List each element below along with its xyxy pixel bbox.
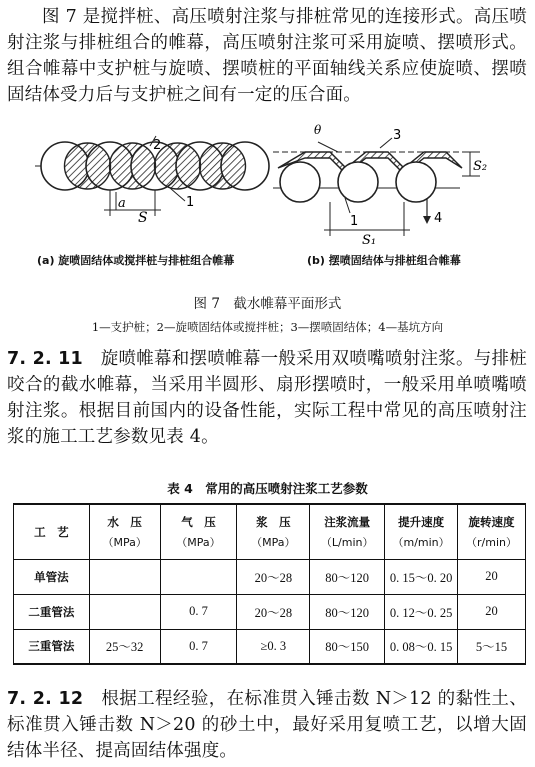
arrow-head-icon [423, 216, 431, 224]
section-7-2-11 [7, 346, 527, 450]
jet-grout-column [65, 143, 111, 189]
table-cell: 0. 12～0. 25 [385, 594, 458, 629]
figure-b [273, 123, 487, 248]
header-cell: 工 艺 [14, 504, 90, 559]
table-cell [89, 559, 160, 594]
table-cell: 20～28 [237, 594, 310, 629]
jet-grout-column [110, 143, 156, 189]
table-cell: 20 [458, 559, 526, 594]
table-cell: 20 [458, 594, 526, 629]
header-cell: 气 压 （MPa） [160, 504, 237, 559]
table-row [14, 559, 526, 594]
leader-line [380, 138, 392, 148]
header-cell: 浆 压 （MPa） [237, 504, 310, 559]
support-pile [396, 162, 436, 202]
jet-grout-column [155, 143, 201, 189]
table-cell: 二重管法 [14, 594, 90, 629]
jet-grout-column [200, 143, 246, 189]
section-text: 旋喷帷幕和摆喷帷幕一般采用双喷嘴喷射注浆。与排桩咬合的截水帷幕，当采用半圆形、扇形摆喷时，一般采用单喷嘴喷射注浆。根据目前国内的设备性能，实际工程中常见的高压喷射注浆的施工工艺参数见表 4。 [7, 349, 527, 447]
figure-legend: 1—支护桩；2—旋喷固结体或搅拌桩；3—摆喷固结体；4—基坑方向 [91, 320, 444, 334]
table-cell: 5～15 [458, 629, 526, 664]
figure-title: 图 7 截水帷幕平面形式 [193, 296, 342, 312]
table-cell: 80～120 [310, 559, 385, 594]
table-cell: 0. 08～0. 15 [385, 629, 458, 664]
paragraph-text: 图 7 是搅拌桩、高压喷射注浆与排桩常见的连接形式。高压喷射注浆与排桩组合的帷幕，高压喷射注浆可采用旋喷、摆喷形式。组合帷幕中支护桩与旋喷、摆喷桩的平面轴线关系应使旋喷、摆喷固结体受力后与支护桩之间有一定的压合面。 [7, 7, 527, 105]
table-header-row [14, 504, 526, 559]
figure-caption-b: (b) 摆喷固结体与排桩组合帷幕 [307, 254, 461, 267]
section-7-2-12 [7, 686, 527, 764]
header-cell: 提升速度 （m/min） [385, 504, 458, 559]
table-cell: 80～120 [310, 594, 385, 629]
leader-line [170, 188, 185, 201]
label-1: 1 [186, 195, 195, 210]
table-title: 表 4 常用的高压喷射注浆工艺参数 [167, 481, 368, 496]
label-3: 3 [393, 128, 402, 143]
section-number: 7. 2. 11 [7, 349, 83, 369]
table-cell [89, 594, 160, 629]
label-s2: S₂ [473, 159, 488, 174]
label-s: S [138, 210, 148, 226]
paragraph-figure-intro [7, 4, 527, 108]
support-pile [280, 162, 320, 202]
label-theta: θ [314, 123, 322, 137]
section-number: 7. 2. 12 [7, 689, 84, 709]
label-s1: S₁ [362, 233, 377, 248]
figure-caption-a: (a) 旋喷固结体或搅拌桩与排桩组合帷幕 [37, 254, 235, 267]
table-cell: 0. 7 [160, 629, 237, 664]
table-cell: 80～150 [310, 629, 385, 664]
label-2: 2 [153, 138, 162, 153]
parameter-table [13, 503, 526, 665]
table-cell: 25～32 [89, 629, 160, 664]
leader-line [318, 142, 338, 152]
label-a: a [118, 196, 126, 211]
table-cell: 0. 7 [160, 594, 237, 629]
table-cell: 20～28 [237, 559, 310, 594]
header-cell: 旋转速度 （r/min） [458, 504, 526, 559]
label-1: 1 [350, 214, 359, 229]
figure-a [35, 136, 269, 226]
support-pile [338, 162, 378, 202]
table-row [14, 629, 526, 664]
table-cell [160, 559, 237, 594]
label-4: 4 [434, 211, 443, 226]
section-text: 根据工程经验，在标准贯入锤击数 N＞12 的黏性土、标准贯入锤击数 N＞20 的砂土中，最好采用复喷工艺，以增大固结体半径、提高固结体强度。 [7, 689, 527, 761]
header-cell: 水 压 （MPa） [89, 504, 160, 559]
table-cell: 三重管法 [14, 629, 90, 664]
header-cell: 注浆流量 （L/min） [310, 504, 385, 559]
table-cell: 0. 15～0. 20 [385, 559, 458, 594]
table-cell: ≥0. 3 [237, 629, 310, 664]
table-row [14, 594, 526, 629]
table-cell: 单管法 [14, 559, 90, 594]
